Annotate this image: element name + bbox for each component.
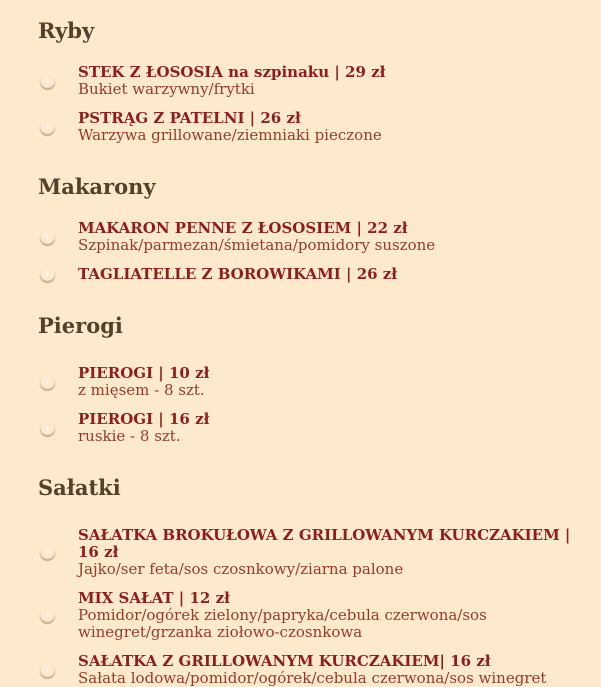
menu-section (38, 315, 591, 445)
menu-item-text (78, 64, 385, 98)
section-heading: Sałatki (38, 475, 121, 500)
menu-item-title: MAKARON PENNE Z ŁOSOSIEM | 22 zł (78, 219, 408, 237)
menu-section (38, 176, 591, 283)
menu-item (38, 411, 591, 445)
menu-section (38, 477, 591, 687)
menu-item-text (78, 365, 209, 399)
menu-item-text (78, 220, 435, 254)
menu-item-title: SAŁATKA Z GRILLOWANYM KURCZAKIEM| 16 zł (78, 652, 491, 670)
menu-item-text (78, 266, 397, 283)
menu-item-text (78, 590, 591, 641)
menu-item-text (78, 527, 591, 578)
chevron-right-icon: › (40, 421, 55, 436)
menu-item-title: STEK Z ŁOSOSIA na szpinaku | 29 zł (78, 63, 386, 81)
menu-item (38, 64, 591, 98)
menu-item (38, 365, 591, 399)
menu-item (38, 266, 591, 283)
menu-item-text (78, 653, 546, 687)
menu-item-text (78, 411, 209, 445)
menu-item-title: PSTRĄG Z PATELNI | 26 zł (78, 109, 301, 127)
section-heading: Pierogi (38, 313, 123, 338)
menu-item-description: Jajko/ser feta/sos czosnkowy/ziarna palone (78, 560, 404, 578)
menu-item-title: TAGLIATELLE Z BOROWIKAMI | 26 zł (78, 265, 398, 283)
chevron-right-icon: › (40, 120, 55, 135)
menu-item (38, 527, 591, 578)
chevron-right-icon: › (40, 663, 55, 678)
menu-item-title: SAŁATKA BROKUŁOWA Z GRILLOWANYM KURCZAKIEM | 16 zł (78, 526, 571, 561)
menu-item-description: Sałata lodowa/pomidor/ogórek/cebula czerwona/sos winegret (78, 669, 547, 687)
menu-section (38, 20, 591, 144)
menu-item (38, 653, 591, 687)
section-heading: Ryby (38, 18, 95, 43)
menu-item-description: Szpinak/parmezan/śmietana/pomidory suszone (78, 236, 436, 254)
chevron-right-icon: › (40, 267, 55, 282)
section-heading: Makarony (38, 174, 156, 199)
menu-item-text (78, 110, 382, 144)
menu-item (38, 590, 591, 641)
chevron-right-icon: › (40, 375, 55, 390)
menu-item-description: Pomidor/ogórek zielony/papryka/cebula czerwona/sos winegret/grzanka ziołowo-czosnkowa (78, 606, 487, 641)
menu-item (38, 220, 591, 254)
chevron-right-icon: › (40, 74, 55, 89)
menu-item-description: z mięsem - 8 szt. (78, 381, 205, 399)
menu-item (38, 110, 591, 144)
menu-item-description: Bukiet warzywny/frytki (78, 80, 255, 98)
menu-item-title: PIEROGI | 16 zł (78, 410, 210, 428)
chevron-right-icon: › (40, 608, 55, 623)
chevron-right-icon: › (40, 230, 55, 245)
chevron-right-icon: › (40, 545, 55, 560)
menu-item-title: MIX SAŁAT | 12 zł (78, 589, 230, 607)
menu-item-title: PIEROGI | 10 zł (78, 364, 210, 382)
menu-item-description: Warzywa grillowane/ziemniaki pieczone (78, 126, 382, 144)
menu-item-description: ruskie - 8 szt. (78, 427, 181, 445)
